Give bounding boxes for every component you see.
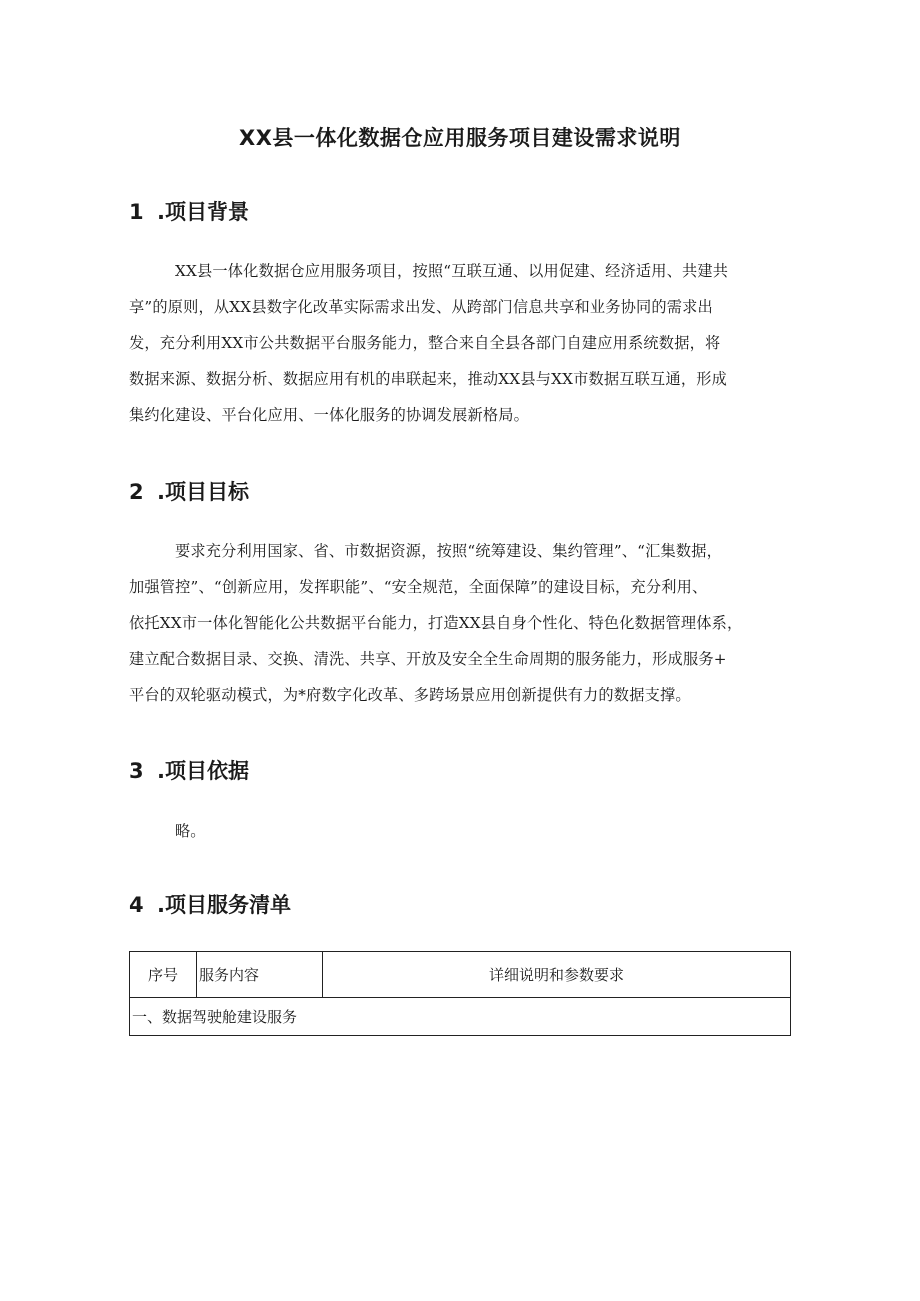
section-4-number: 4	[129, 893, 144, 917]
paragraph-line: 平台的双轮驱动模式，为*府数字化改革、多跨场景应用创新提供有力的数据支撑。	[129, 686, 691, 704]
section-3-heading	[129, 755, 249, 785]
paragraph-line: 集约化建设、平台化应用、一体化服务的协调发展新格局。	[129, 406, 530, 424]
section-3-number: 3	[129, 759, 144, 783]
column-header-index: 序号	[130, 952, 197, 998]
paragraph-line: 要求充分利用国家、省、市数据资源，按照“统筹建设、集约管理”、“汇集数据，	[175, 542, 723, 560]
section-2-title: .项目目标	[157, 480, 249, 504]
table-header-row	[130, 952, 791, 998]
paragraph-line: 数据来源、数据分析、数据应用有机的串联起来，推动XX县与XX市数据互联互通，形成	[129, 370, 727, 388]
paragraph-line: 建立配合数据目录、交换、清洗、共享、开放及安全全生命周期的服务能力，形成服务+	[129, 650, 727, 668]
paragraph-line: 加强管控”、“创新应用，发挥职能”、“安全规范，全面保障”的建设目标，充分利用、	[129, 578, 708, 596]
document-title: XX县一体化数据仓应用服务项目建设需求说明	[239, 126, 681, 150]
section-1-title: .项目背景	[157, 200, 249, 224]
paragraph-line: 发，充分利用XX市公共数据平台服务能力，整合来自全县各部门自建应用系统数据，将	[129, 334, 721, 352]
column-header-service: 服务内容	[197, 952, 323, 998]
service-list-table	[129, 951, 791, 1036]
paragraph-line: 依托XX市一体化智能化公共数据平台能力，打造XX县自身个性化、特色化数据管理体系，	[129, 614, 743, 632]
section-1-number: 1	[129, 200, 144, 224]
table-group-row-label: 一、数据驾驶舱建设服务	[130, 998, 791, 1036]
section-4-title: .项目服务清单	[157, 893, 291, 917]
table-row	[130, 998, 791, 1036]
section-3-text: 略。	[175, 822, 206, 840]
section-2-number: 2	[129, 480, 144, 504]
section-1-heading	[129, 196, 249, 226]
section-4-heading	[129, 889, 291, 919]
section-2-paragraph	[129, 533, 791, 713]
paragraph-line: 享”的原则，从XX县数字化改革实际需求出发、从跨部门信息共享和业务协同的需求出	[129, 298, 713, 316]
paragraph-line: XX县一体化数据仓应用服务项目，按照“互联互通、以用促建、经济适用、共建共	[175, 262, 729, 280]
section-1-paragraph	[129, 253, 791, 433]
section-3-title: .项目依据	[157, 759, 249, 783]
column-header-details: 详细说明和参数要求	[323, 952, 791, 998]
section-2-heading	[129, 476, 249, 506]
